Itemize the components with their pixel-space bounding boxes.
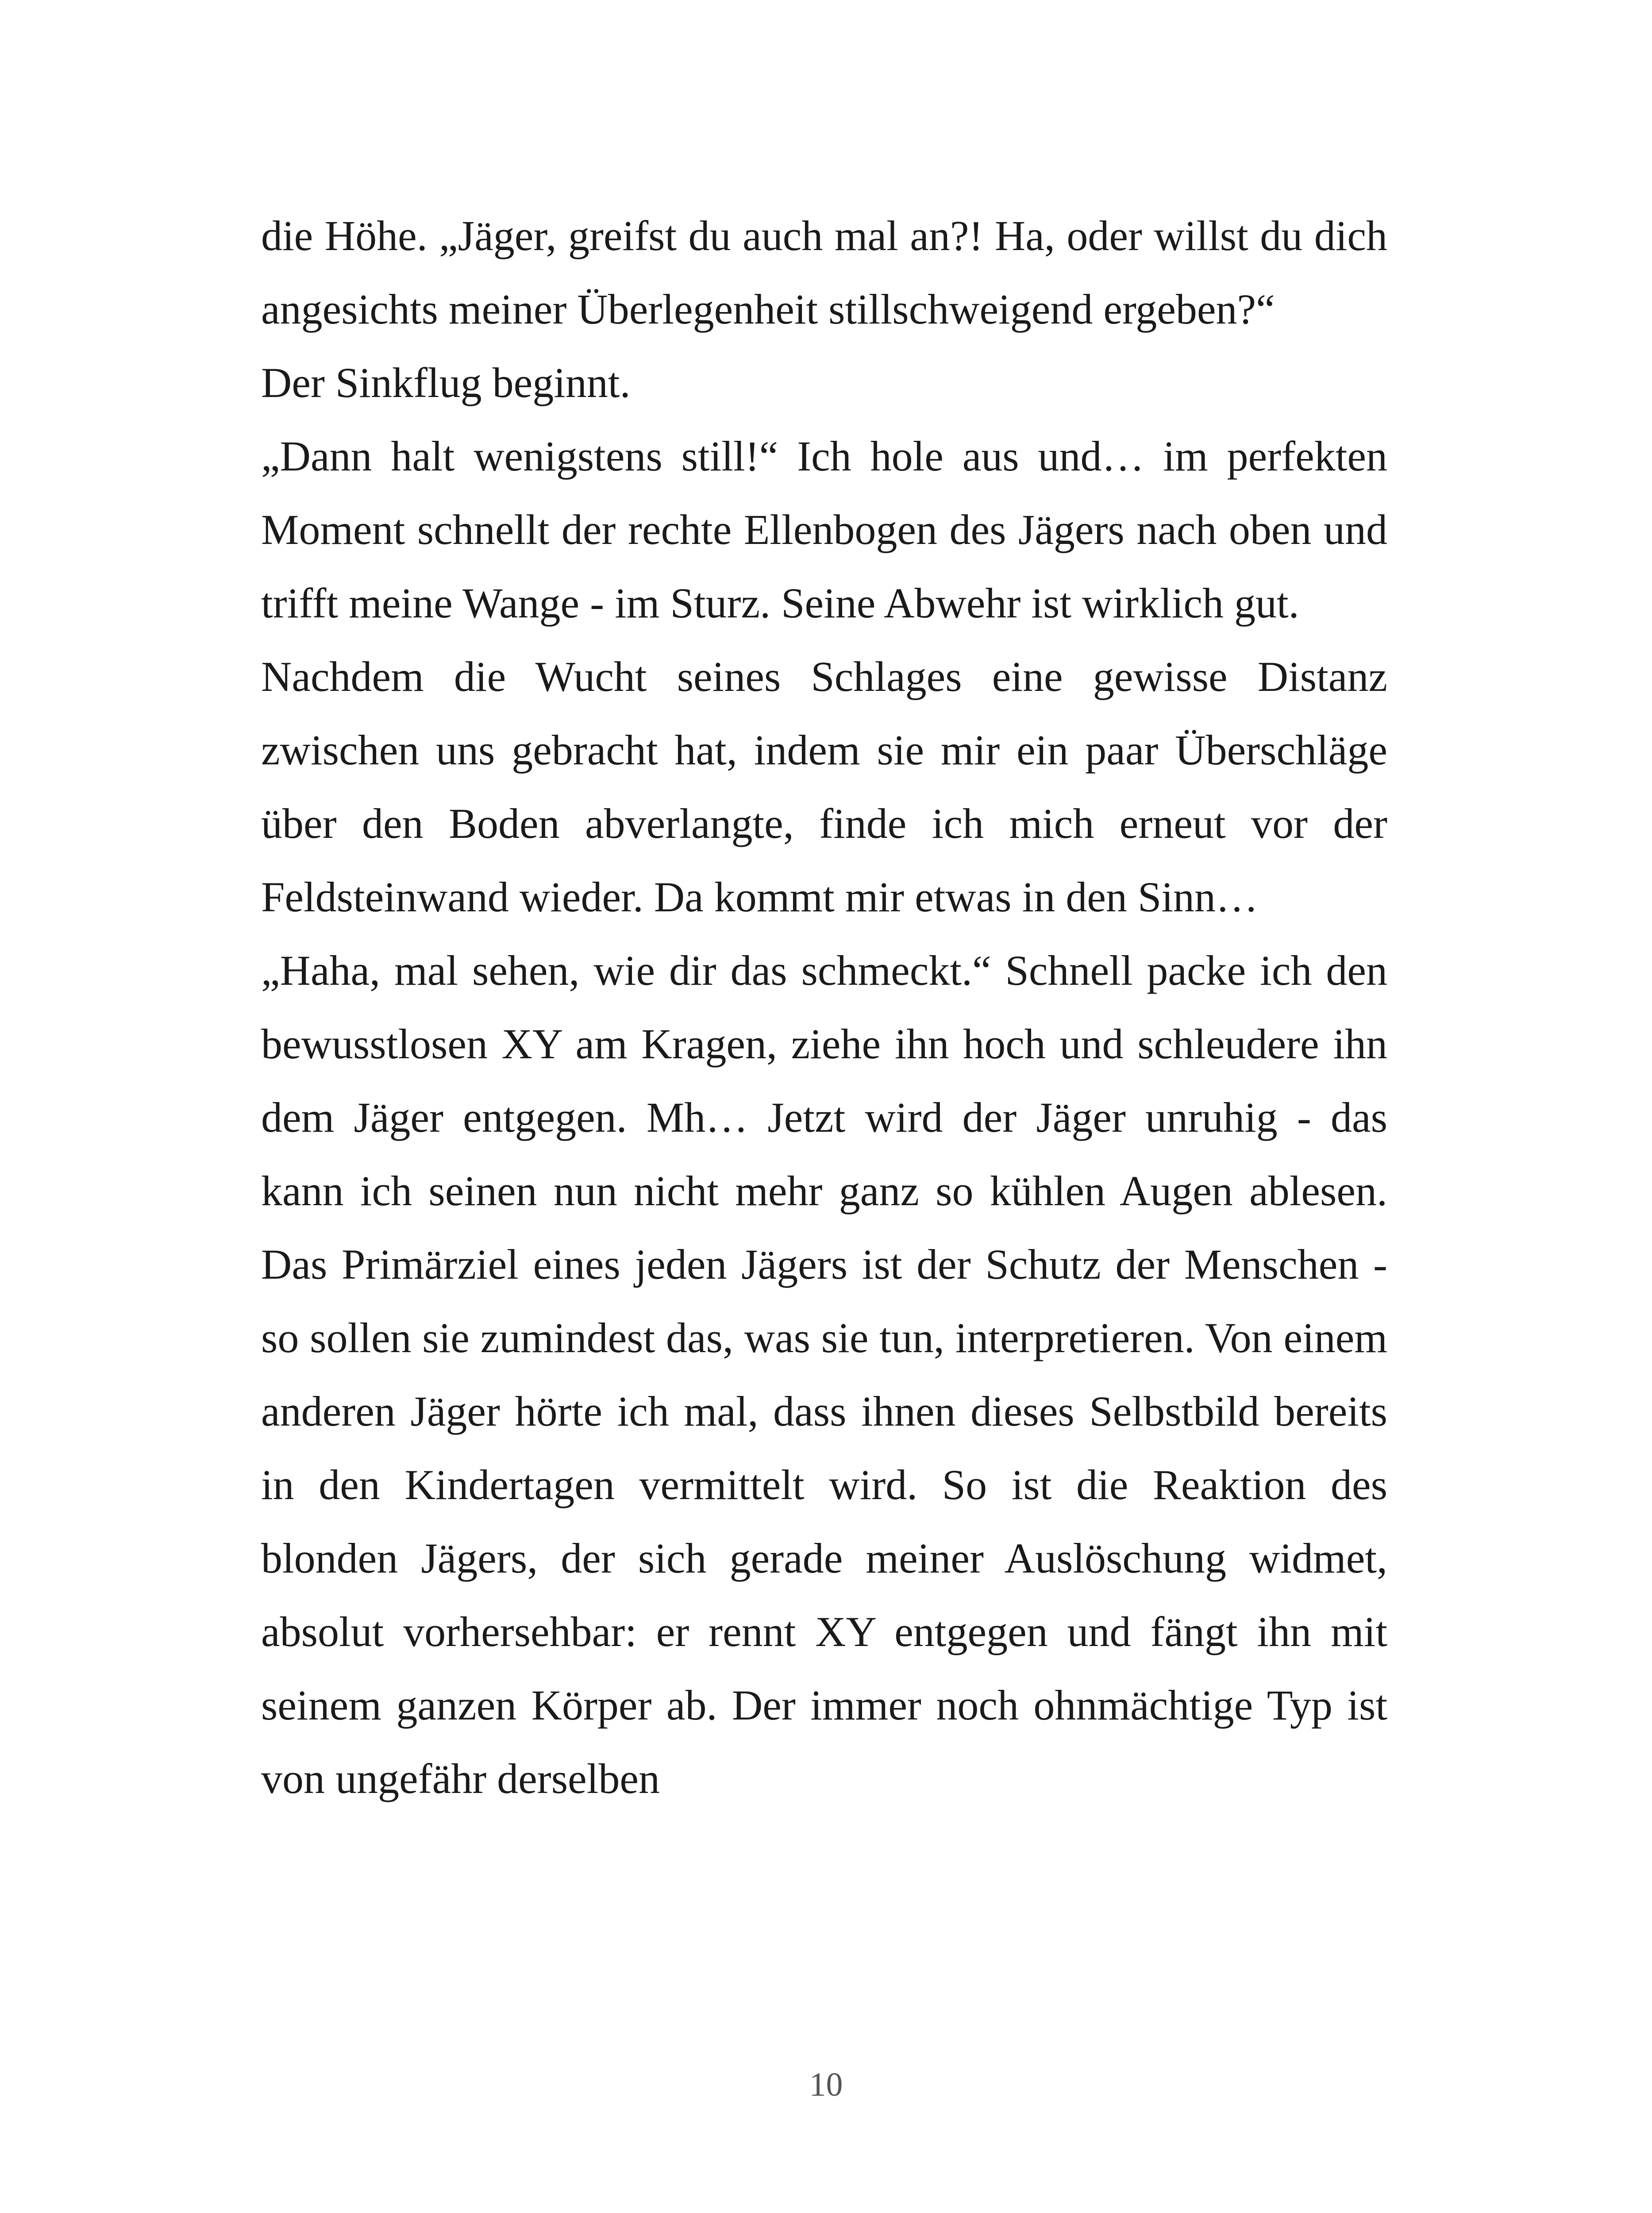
paragraph-3: „Dann halt wenigstens still!“ Ich hole aus und… im perfekten Moment schnellt der rechte Ellenbogen des Jägers nach oben und trifft meine Wange - im Sturz. Seine Abwehr ist wirklich gut. bbox=[261, 432, 1387, 627]
body-text bbox=[261, 199, 1387, 1816]
paragraph-4: Nachdem die Wucht seines Schlages eine gewisse Distanz zwischen uns gebracht hat, indem sie mir ein paar Überschläge über den Boden abverlangte, finde ich mich erneut vor der Feldsteinwand wieder. Da kommt mir etwas in den Sinn… bbox=[261, 653, 1387, 921]
paragraph-1: die Höhe. „Jäger, greifst du auch mal an?! Ha, oder willst du dich angesichts meiner Überlegenheit stillschweigend ergeben?“ bbox=[261, 212, 1387, 333]
page-number: 10 bbox=[809, 2066, 843, 2103]
paragraph-5: „Haha, mal sehen, wie dir das schmeckt.“ Schnell packe ich den bewusstlosen XY am Kragen, ziehe ihn hoch und schleudere ihn dem Jäger entgegen. Mh… Jetzt wird der Jäger unruhig - das kann ich seinen nun nicht mehr ganz so kühlen Augen ablesen. Das Primärziel eines jeden Jägers ist der Schutz der Menschen - so sollen sie zumindest das, was sie tun, interpretieren. Von einem anderen Jäger hörte ich mal, dass ihnen dieses Selbstbild bereits in den Kindertagen vermittelt wird. So ist die Reaktion des blonden Jägers, der sich gerade meiner Auslöschung widmet, absolut vorhersehbar: er rennt XY entgegen und fängt ihn mit seinem ganzen Körper ab. Der immer noch ohnmächtige Typ ist von ungefähr derselben bbox=[261, 947, 1387, 1802]
paragraph-2: Der Sinkflug beginnt. bbox=[261, 359, 631, 406]
